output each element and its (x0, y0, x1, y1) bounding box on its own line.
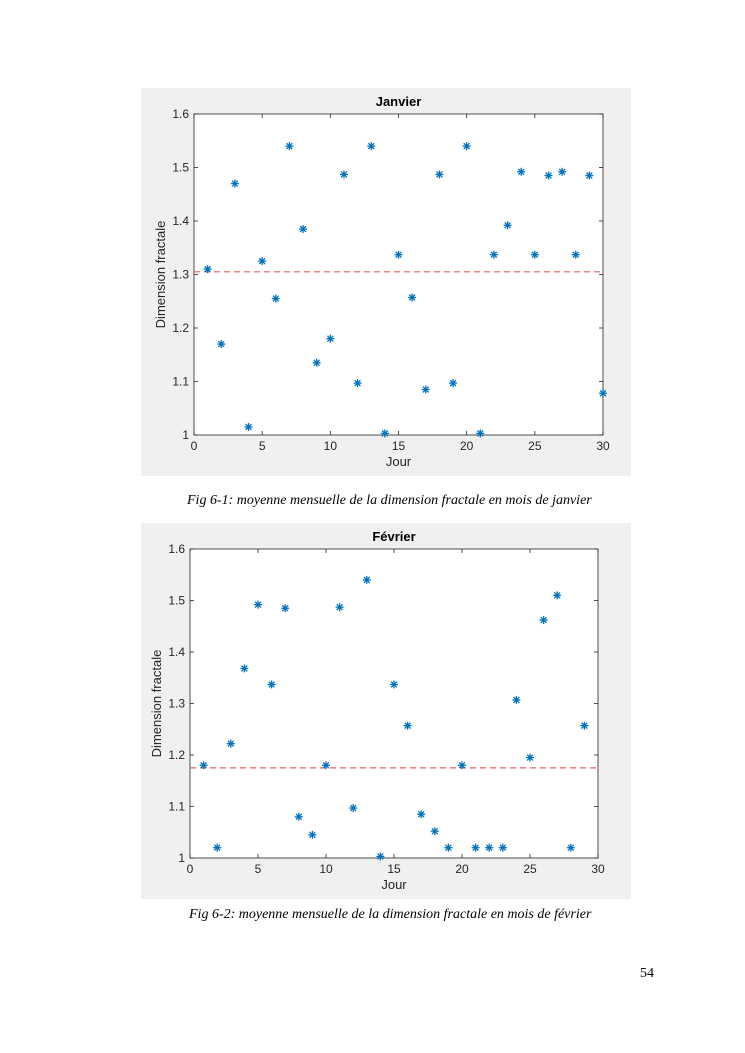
data-point (295, 813, 303, 821)
data-point (499, 844, 507, 852)
data-point (240, 664, 248, 672)
x-tick-label: 5 (258, 439, 266, 453)
data-point (254, 601, 262, 609)
y-tick-label: 1.2 (172, 321, 189, 335)
data-point (272, 295, 280, 303)
data-point (553, 591, 561, 599)
y-tick-label: 1.1 (168, 799, 185, 814)
data-point (204, 265, 212, 273)
x-tick-label: 30 (591, 862, 605, 876)
data-point (367, 142, 375, 150)
x-tick-label: 10 (323, 439, 338, 453)
figure-janvier (141, 88, 631, 476)
y-axis-label: Dimension fractale (153, 220, 168, 329)
x-axis-label: Jour (385, 454, 412, 469)
y-axis-label: Dimension fractale (149, 649, 164, 758)
x-tick-label: 30 (596, 439, 610, 453)
data-point (268, 680, 276, 688)
data-point (354, 379, 362, 387)
data-point (326, 335, 334, 343)
data-point (395, 251, 403, 259)
data-point (417, 810, 425, 818)
y-tick-label: 1.1 (172, 374, 189, 389)
caption-fig-6-1: Fig 6-1: moyenne mensuelle de la dimension fractale en mois de janvier (187, 493, 592, 508)
data-point (258, 257, 266, 265)
data-point (349, 804, 357, 812)
x-tick-label: 25 (523, 862, 537, 876)
x-tick-label: 0 (186, 862, 194, 876)
data-point (531, 251, 539, 259)
data-point (526, 754, 534, 762)
page-number: 54 (640, 966, 654, 981)
x-axis-label: Jour (381, 877, 407, 892)
data-point (585, 172, 593, 180)
data-point (404, 722, 412, 730)
data-point (313, 359, 321, 367)
data-point (408, 294, 416, 302)
scatter-chart-janvier (141, 88, 631, 476)
data-point (504, 221, 512, 229)
x-tick-label: 25 (528, 439, 542, 453)
data-point (285, 142, 293, 150)
data-point (231, 180, 239, 188)
x-tick-label: 20 (455, 862, 469, 876)
y-tick-label: 1 (178, 851, 185, 865)
data-point (336, 603, 344, 611)
data-point (517, 168, 525, 176)
data-point (200, 761, 208, 769)
data-point (308, 831, 316, 839)
y-tick-label: 1.5 (172, 160, 189, 175)
y-tick-label: 1.3 (168, 696, 185, 711)
data-point (444, 844, 452, 852)
scatter-chart-fevrier (141, 523, 631, 899)
data-point (431, 827, 439, 835)
plot-area (194, 114, 603, 435)
data-point (390, 680, 398, 688)
data-point (540, 616, 548, 624)
data-point (281, 604, 289, 612)
data-point (558, 168, 566, 176)
data-point (458, 761, 466, 769)
y-tick-label: 1 (182, 428, 189, 442)
data-point (363, 576, 371, 584)
x-tick-label: 15 (387, 862, 401, 876)
data-point (463, 142, 471, 150)
data-point (299, 225, 307, 233)
y-tick-label: 1.2 (168, 748, 185, 762)
data-point (580, 722, 588, 730)
y-tick-label: 1.3 (172, 267, 189, 282)
data-point (476, 429, 484, 437)
plot-area (190, 549, 598, 858)
y-tick-label: 1.6 (168, 542, 185, 556)
x-tick-label: 20 (459, 439, 474, 453)
data-point (340, 170, 348, 178)
data-point (217, 340, 225, 348)
data-point (245, 423, 253, 431)
data-point (381, 429, 389, 437)
x-tick-label: 0 (190, 439, 198, 453)
data-point (322, 761, 330, 769)
data-point (544, 172, 552, 180)
data-point (213, 844, 221, 852)
y-tick-label: 1.4 (172, 214, 189, 228)
data-point (572, 251, 580, 259)
data-point (449, 379, 457, 387)
chart-title: Février (372, 529, 416, 544)
y-tick-label: 1.5 (168, 593, 185, 608)
x-tick-label: 5 (254, 862, 262, 876)
data-point (435, 170, 443, 178)
caption-fig-6-2: Fig 6-2: moyenne mensuelle de la dimension fractale en mois de février (189, 907, 592, 922)
data-point (485, 844, 493, 852)
x-tick-label: 15 (391, 439, 406, 453)
y-tick-label: 1.4 (168, 645, 185, 659)
data-point (422, 386, 430, 394)
chart-title: Janvier (375, 94, 422, 109)
data-point (472, 844, 480, 852)
data-point (376, 852, 384, 860)
data-point (490, 251, 498, 259)
data-point (567, 844, 575, 852)
data-point (227, 740, 235, 748)
data-point (599, 389, 607, 397)
figure-fevrier (141, 523, 631, 899)
y-tick-label: 1.6 (172, 107, 189, 121)
x-tick-label: 10 (319, 862, 333, 876)
data-point (512, 696, 520, 704)
